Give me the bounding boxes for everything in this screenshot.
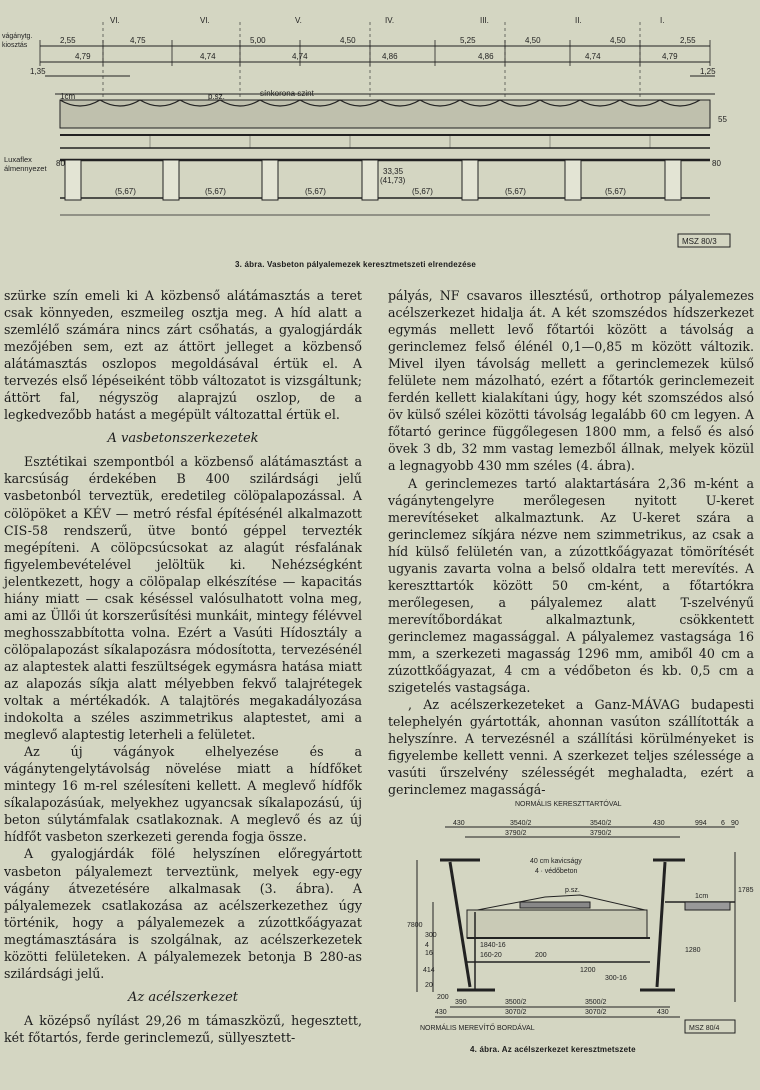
- label: 80: [712, 159, 721, 168]
- stamp: MSZ 80/4: [689, 1025, 720, 1032]
- fig4-title: NORMÁLIS KERESZTTARTÓVAL: [515, 801, 622, 808]
- bay-label: VI.: [200, 16, 210, 25]
- dim: 160-20: [480, 952, 502, 959]
- dim: 200: [535, 952, 547, 959]
- dim: 7800: [407, 922, 423, 929]
- dim: 3540/2: [590, 820, 612, 827]
- dim: 4,74: [200, 52, 216, 61]
- span-label: (5,67): [115, 187, 136, 196]
- dim: 20: [425, 982, 433, 989]
- dim: 2,55: [680, 36, 696, 45]
- label: sínkorona szint: [260, 89, 314, 98]
- label: 33,35: [383, 167, 404, 176]
- bay-label: II.: [575, 16, 582, 25]
- label: (41,73): [380, 176, 406, 185]
- span-label: (5,67): [205, 187, 226, 196]
- span-label: (5,67): [605, 187, 626, 196]
- dim: 4,75: [130, 36, 146, 45]
- span-label: (5,67): [412, 187, 433, 196]
- paragraph: A gyalogjárdák fölé helyszínen előregyártott vasbeton pályalemezt terveztünk, melyek egy-egy vágány átvezetésére alkalmasak (3. ábra). A pályalemezek csatlakozása az acélszerkezethez úgy történik, hogy a pályalemezek a zúzottkőágyazat megtámasztására is szolgálnak, az acélszerkezetek közötti felületeken. A pályalemezek betonja B 280-as szilárdsági jelű.: [4, 846, 362, 981]
- dim: 3790/2: [590, 830, 612, 837]
- label: 1cm: [60, 92, 76, 101]
- section-heading: A vasbetonszerkezetek: [107, 431, 259, 447]
- dim: 1,25: [700, 67, 716, 76]
- label: p.sz.: [208, 92, 225, 101]
- dim: 390: [455, 999, 467, 1006]
- dim: 430: [435, 1009, 447, 1016]
- label: p.sz.: [565, 887, 580, 894]
- dim: 430: [453, 820, 465, 827]
- dim: 4,74: [292, 52, 308, 61]
- paragraph: Az új vágányok elhelyezése és a vágánytengelytávolság növelése miatt a hídfőket mintegy 16 m-rel szélesíteni kellett. A meglevő hídfők síkalapozásúak, melyekhez ugyancsak síkalapozású, új beton súlytámfalak csatlakoznak. A meglevő és az új hídfőt vasbeton szerkezeti gerenda fogja össze.: [4, 744, 362, 845]
- dim: 4,50: [525, 36, 541, 45]
- dim: 4,79: [662, 52, 678, 61]
- dim: 4,86: [478, 52, 494, 61]
- label: álmennyezet: [4, 164, 47, 173]
- dim: 1200: [580, 967, 596, 974]
- dim: 430: [653, 820, 665, 827]
- dim: 1840-16: [480, 942, 506, 949]
- paragraph: szürke szín emeli ki A közbenső alátámasztás a teret csak könnyeden, eszmeileg osztja meg. A híd alatt a szemlélő számára nincs zárt csőhatás, a gyalogjárdák mezőjében sem, ezt az áttört jelleget a közbenső alátámasztás oszlopos megoldásával értük el. A tervezés első lépéseiként több változatot is vizsgáltunk; áttört fal, négyszög alaprajzú oszlop, de a legkedvezőbb hatást a megépült változattal értük el.: [4, 288, 362, 423]
- dim: 4,74: [585, 52, 601, 61]
- span-label: (5,67): [505, 187, 526, 196]
- label: 4 ∙ védőbeton: [535, 868, 578, 875]
- dim: 3500/2: [505, 999, 527, 1006]
- right-column: [388, 287, 754, 798]
- bay-label: I.: [660, 16, 665, 25]
- row-label: vágánytg.: [2, 33, 33, 40]
- dim: 3070/2: [585, 1009, 607, 1016]
- dim: 1280: [685, 947, 701, 954]
- dim: 90: [731, 820, 739, 827]
- dim: 5,25: [460, 36, 476, 45]
- dim: 3790/2: [505, 830, 527, 837]
- dim: 200: [437, 994, 449, 1001]
- dim: 6: [721, 820, 725, 827]
- figure-4-cross-section: [395, 792, 760, 1062]
- label: 40 cm kavicságy: [530, 858, 582, 865]
- dim: 3500/2: [585, 999, 607, 1006]
- bay-label: V.: [295, 16, 302, 25]
- section-heading: Az acélszerkezet: [127, 989, 239, 1005]
- stamp: MSZ 80/3: [682, 237, 717, 246]
- figure-3-caption: 3. ábra. Vasbeton pályalemezek keresztmetszeti elrendezése: [235, 260, 477, 269]
- dim: 2,55: [60, 36, 76, 45]
- label: 55: [718, 115, 727, 124]
- figure-4-caption: 4. ábra. Az acélszerkezet keresztmetszete: [470, 1045, 636, 1054]
- dim: 4,86: [382, 52, 398, 61]
- dim: 4,79: [75, 52, 91, 61]
- dim: 4: [425, 942, 429, 949]
- left-column: [4, 287, 362, 1046]
- dim: 414: [423, 967, 435, 974]
- paragraph: , Az acélszerkezeteket a Ganz-MÁVAG budapesti telephelyén gyártották, ahonnan vasúton szállították a helyszínre. A tervezésnél a szállítási körülményeket is figyelembe kellett venni. A szerkezet teljes szélessége a vasúti űrszelvény szélességét meghaladta, ezért a gerinclemez magasságá-: [388, 697, 754, 798]
- label: 80: [56, 159, 65, 168]
- dim: 1785: [738, 887, 754, 894]
- paragraph: A gerinclemezes tartó alaktartására 2,36 m-ként a vágánytengelyre merőlegesen nyitott U-keret merevítéseket alkalmaztunk. Az U-keret szára a gerinclemez síkjára nézve nem szimmetrikus, az csak a híd külső felületén van, a zúzottkőágyazat tömörítését ugyanis zavarta volna a belső oldalra tett merevítés. A kereszttartók között 50 cm-ként, a főtartókra merőlegesen, a pályalemez alatt T-szelvényű merevítőbordákat alkalmaztunk, csökkentett gerinclemez magassággal. A pályalemez vastagsága 16 mm, a szerkezeti magasság 1296 mm, amiből 40 cm a zúzottkőágyazat, 4 cm a védőbeton és kb. 0,5 cm a szigetelés vastagsága.: [388, 475, 754, 696]
- dim: 430: [657, 1009, 669, 1016]
- bay-label: VI.: [110, 16, 120, 25]
- dim: 1,35: [30, 67, 46, 76]
- dim: 16: [425, 950, 433, 957]
- dim: 3070/2: [505, 1009, 527, 1016]
- bay-label: IV.: [385, 16, 395, 25]
- paragraph: A középső nyílást 29,26 m támaszközű, hegesztett, két főtartós, ferde gerinclemezű, süllyesztett-: [4, 1012, 362, 1045]
- figure-3-cross-section: [0, 0, 760, 280]
- label: Luxaflex: [4, 155, 32, 164]
- dim: 5,00: [250, 36, 266, 45]
- fig4-title: NORMÁLIS MEREVÍTŐ BORDÁVAL: [420, 1025, 535, 1032]
- span-label: (5,67): [305, 187, 326, 196]
- dim: 3540/2: [510, 820, 532, 827]
- dim: 4,50: [340, 36, 356, 45]
- row-label: kiosztás: [2, 42, 28, 49]
- paragraph: pályás, NF csavaros illesztésű, orthotrop pályalemezes acélszerkezet hidalja át. A két szomszédos hídszerkezet egymás mellett levő főtartói között a távolság a gerinclemez felső élénél 0,1—0,85 m között változik. Mivel ilyen távolság mellett a gerinclemezek külső felülete nem mázolható, ezért a főtartók gerinclemezeit ferdén kellett kialakítani úgy, hogy két szomszédos alsó öv külső szélei közötti távolság legalább 60 cm legyen. A főtartó gerince függőlegesen 1800 mm, a felső és alsó övek 3 db, 32 mm vastag lemezből állnak, melyek közül a legnagyobb 430 mm széles (4. ábra).: [388, 288, 754, 474]
- label: 1cm: [695, 893, 709, 900]
- paragraph: Esztétikai szempontból a közbenső alátámasztást a karcsúság érdekében B 400 szilárdsági jelű vasbetonból terveztük, eredetileg cölöpalapozással. A cölöpöket a KÉV — metró résfal építésénél alkalmazott CIS-58 rendszerű, ütve bontó géppel tervezték megépíteni. A cölöpcsúcsokat az alagút résfalának figyelembevételével jelöltük ki. Nehézségként jelentkezett, hogy a cölöpalap elkészítése — kapacitás hiány miatt — csak késéssel valósulhatott volna meg, ami az Üllői út korszerűsítési munkáit, mintegy félévvel meghosszabbította volna. Ezért a Vasúti Hídosztály a cölöpalapozást síkalapozásra módosította, tervezésénél az alaptestek alatti feszültségek egymásra hatása miatt az alapozás síkja alatt mélyebben fekvő talajrétegek voltak a mértékadók. A talajtörés megakadályozása indokolta a széles aszimmetrikus alaptestet, ami a meglevő alaptestig leterheli a felületet.: [4, 454, 362, 743]
- dim: 994: [695, 820, 707, 827]
- dim: 300: [425, 932, 437, 939]
- dim: 300-16: [605, 975, 627, 982]
- dim: 4,50: [610, 36, 626, 45]
- bay-label: III.: [480, 16, 489, 25]
